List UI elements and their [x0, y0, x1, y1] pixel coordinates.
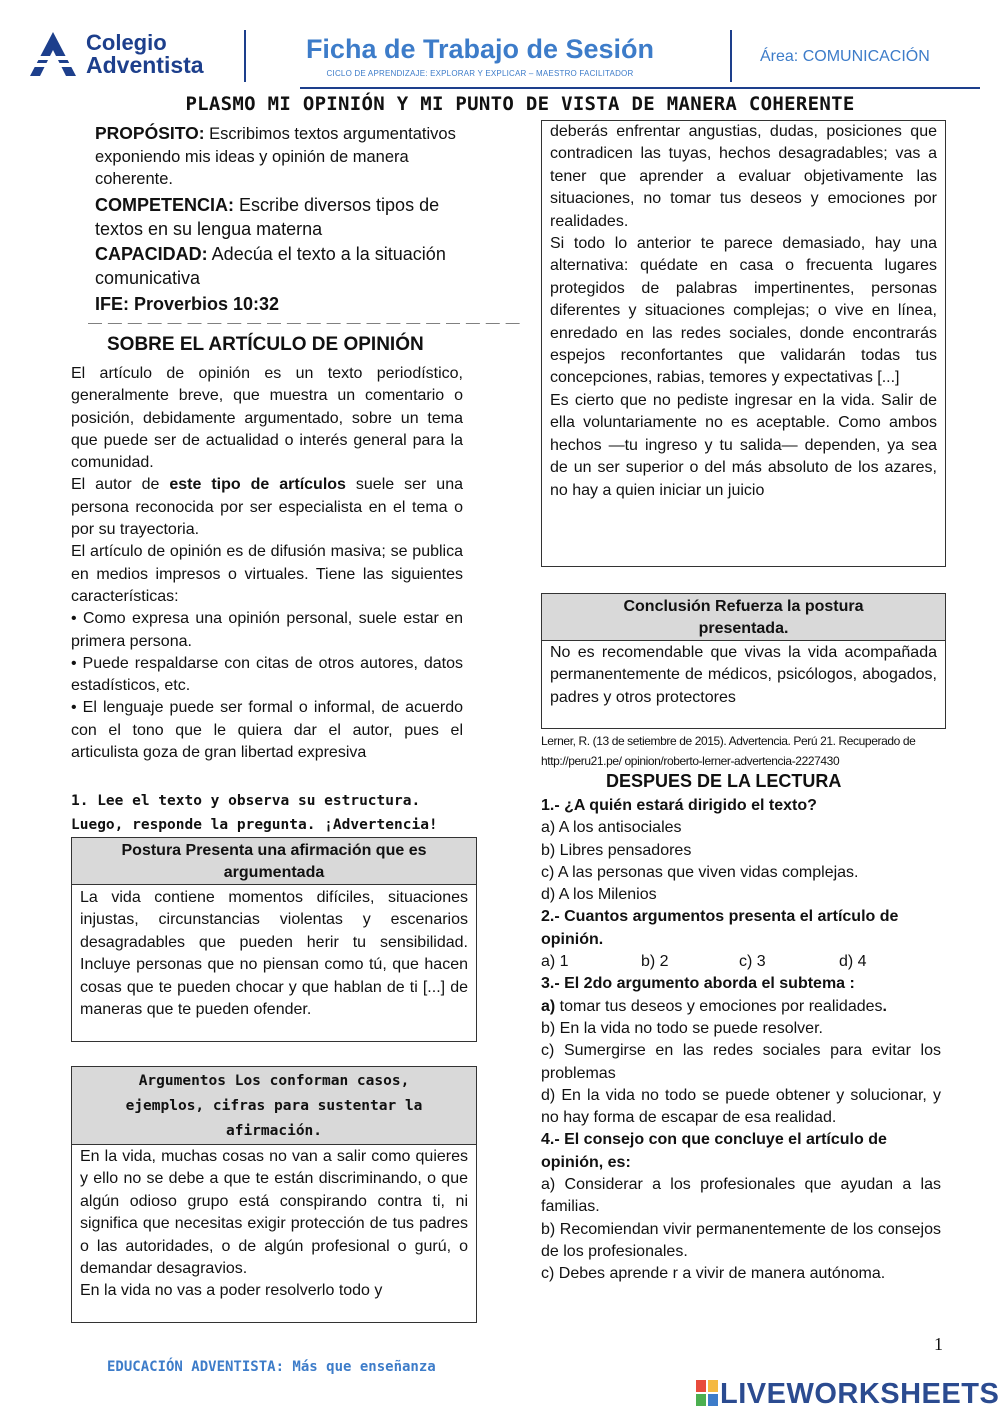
header-rule [300, 87, 980, 89]
option[interactable]: b) 2 [641, 953, 669, 971]
header-divider [244, 30, 246, 82]
option[interactable]: d) 4 [839, 953, 867, 971]
dashed-divider: — — — — — — — — — — — — — — — — — — — — — — [88, 314, 521, 330]
questions-heading: DESPUES DE LA LECTURA [606, 771, 842, 791]
postura-header: Postura Presenta una afirmación que es argumentada [72, 838, 476, 885]
citation: Lerner, R. (13 de setiembre de 2015). Advertencia. Perú 21. Recuperado de http://peru21.pe/ opinion/roberto-lerner-advertencia-2227430 [541, 734, 916, 768]
conclusion-header: Conclusión Refuerza la postura presentada. [542, 594, 945, 641]
option[interactable]: b) Recomiendan vivir permanentemente de los consejos de los profesionales. [541, 1220, 941, 1260]
liveworksheets-logo-icon [696, 1380, 718, 1406]
article-heading: SOBRE EL ARTÍCULO DE OPINIÓN [107, 334, 424, 355]
logo-line-2: Adventista [86, 52, 204, 78]
option[interactable]: a) A los antisociales [541, 819, 682, 837]
instruction: 1. Lee el texto y observa su estructura. Luego, responde la pregunta. ¡Advertencia! [71, 793, 438, 833]
conclusion-box [541, 593, 946, 729]
intro-section [95, 122, 470, 317]
bullet-item: • Puede respaldarse con citas de otros autores, datos estadísticos, etc. [71, 654, 463, 695]
continuation-box [541, 120, 946, 567]
questions-section [541, 795, 941, 1286]
bullet-item: • El lenguaje puede ser formal o informal, de acuerdo con el tono que le quiera dar el autor, pues el articulista goza de gran libertad expresiva [71, 699, 463, 762]
argumentos-box [71, 1066, 477, 1323]
argumentos-body: En la vida, muchas cosas no van a salir como quieres y ello no se debe a que te están discriminando, o que algún odioso grupo está conspirando contra ti, ni significa que necesitas exigir protección de tus padres o las autoridades, o de algún profesional o gurú, o demandar desagravios. En la vida no vas a poder resolverlo todo y [80, 1148, 468, 1300]
purpose: PROPÓSITO: Escribimos textos argumentativos exponiendo mis ideas y opinión de manera coherente. [95, 123, 456, 188]
school-logo [28, 30, 243, 80]
header-divider-2 [730, 30, 732, 82]
question-3: 3.- El 2do argumento aborda el subtema : [541, 975, 855, 993]
postura-box [71, 837, 477, 1042]
option[interactable]: a) Considerar a los profesionales que ayudan a las familias. [541, 1176, 941, 1216]
question-2: 2.- Cuantos argumentos presenta el artículo de opinión. [541, 908, 899, 948]
option[interactable]: c) A las personas que viven vidas complejas. [541, 863, 859, 881]
bullet-item: • Como expresa una opinión personal, suele estar en primera persona. [71, 610, 463, 650]
article-text [71, 363, 463, 764]
footer-motto: EDUCACIÓN ADVENTISTA: Más que enseñanza [107, 1359, 436, 1375]
option[interactable]: c) Sumergirse en las redes sociales para evitar los problemas [541, 1042, 941, 1082]
continuation-body: deberás enfrentar angustias, dudas, posiciones que contradicen las tuyas, hechos desagradables; vas a tener que aprender a evaluar objetivamente las situaciones, no tomar tus deseos y emociones por realidades. Si todo lo anterior te parece demasiado, hay una alternativa: quédate en casa o frecuenta lugares protegidos de palabras impertinentes, personas diferentes y situaciones complejas; o vive en línea, enredado en las redes sociales, donde encontrarás espejos reconfortantes que validarán todas tus concepciones, rabias, temores y expectativas [...] Es cierto que no pediste ingresar en la vida. Salir de ella voluntariamente no es aceptable. Como ambos hechos —tu ingreso y tu salida— dependen, ya sea de un ser superior o del más absoluto de los azares, no hay a quien iniciar un juicio [550, 123, 937, 499]
logo-mark-icon [28, 32, 78, 78]
question-4: 4.- El consejo con que concluye el artículo de opinión, es: [541, 1131, 887, 1171]
page-subtitle: CICLO DE APRENDIZAJE: EXPLORAR Y EXPLICAR – MAESTRO FACILITADOR [326, 69, 634, 78]
question-1: 1.- ¿A quién estará dirigido el texto? [541, 797, 817, 814]
conclusion-body: No es recomendable que vivas la vida acompañada permanentemente de médicos, psicólogos, abogados, padres y otros protectores [550, 644, 937, 706]
ife: IFE: Proverbios 10:32 [95, 293, 280, 314]
competence: COMPETENCIA: Escribe diversos tipos de textos en su lengua materna [95, 194, 440, 239]
option[interactable]: d) A los Milenios [541, 886, 657, 904]
option[interactable]: b) Libres pensadores [541, 841, 692, 859]
area-label: Área: COMUNICACIÓN [760, 48, 930, 65]
option[interactable]: c) 3 [739, 953, 766, 971]
page-title: Ficha de Trabajo de Sesión [305, 34, 655, 64]
option[interactable]: a) 1 [541, 953, 569, 971]
option[interactable]: a) tomar tus deseos y emociones por realidades. [541, 997, 887, 1015]
options-row [541, 951, 941, 973]
postura-body: La vida contiene momentos difíciles, situaciones injustas, circunstancias violentas y escenarios desagradables que pueden herir tu sensibilidad. Incluye personas que no piensan como tú, que hacen cosas que te pueden chocar y que hablan de ti [...] de maneras que te pueden ofender. [80, 889, 468, 1019]
option[interactable]: c) Debes aprende r a vivir de manera autónoma. [541, 1265, 886, 1283]
article-paragraph: El artículo de opinión es de difusión masiva; se publica en medios impresos o virtuales. Tiene las siguientes características: [71, 543, 463, 605]
article-paragraph: El autor de este tipo de artículos suele ser una persona reconocida por ser especialista en el tema o por su trayectoria. [71, 476, 463, 539]
logo-line-1: Colegio [86, 30, 167, 55]
capacity: CAPACIDAD: Adecúa el texto a la situación comunicativa [95, 243, 446, 288]
liveworksheets-brand: LIVEWORKSHEETS [696, 1378, 999, 1411]
article-paragraph: El artículo de opinión es un texto periodístico, generalmente breve, que muestra un comentario o posición, debidamente argumentado, sobre un tema que puede ser de actualidad o interés general para la comunidad. [71, 365, 463, 472]
argumentos-header: Argumentos Los conforman casos, ejemplos, cifras para sustentar la afirmación. [72, 1067, 476, 1145]
page-number: 1 [934, 1334, 943, 1354]
worksheet-title: PLASMO MI OPINIÓN Y MI PUNTO DE VISTA DE MANERA COHERENTE [185, 93, 855, 115]
option[interactable]: d) En la vida no todo se puede obtener y solucionar, y no hay forma de escapar de esa realidad. [541, 1086, 941, 1127]
option[interactable]: b) En la vida no todo se puede resolver. [541, 1019, 823, 1037]
